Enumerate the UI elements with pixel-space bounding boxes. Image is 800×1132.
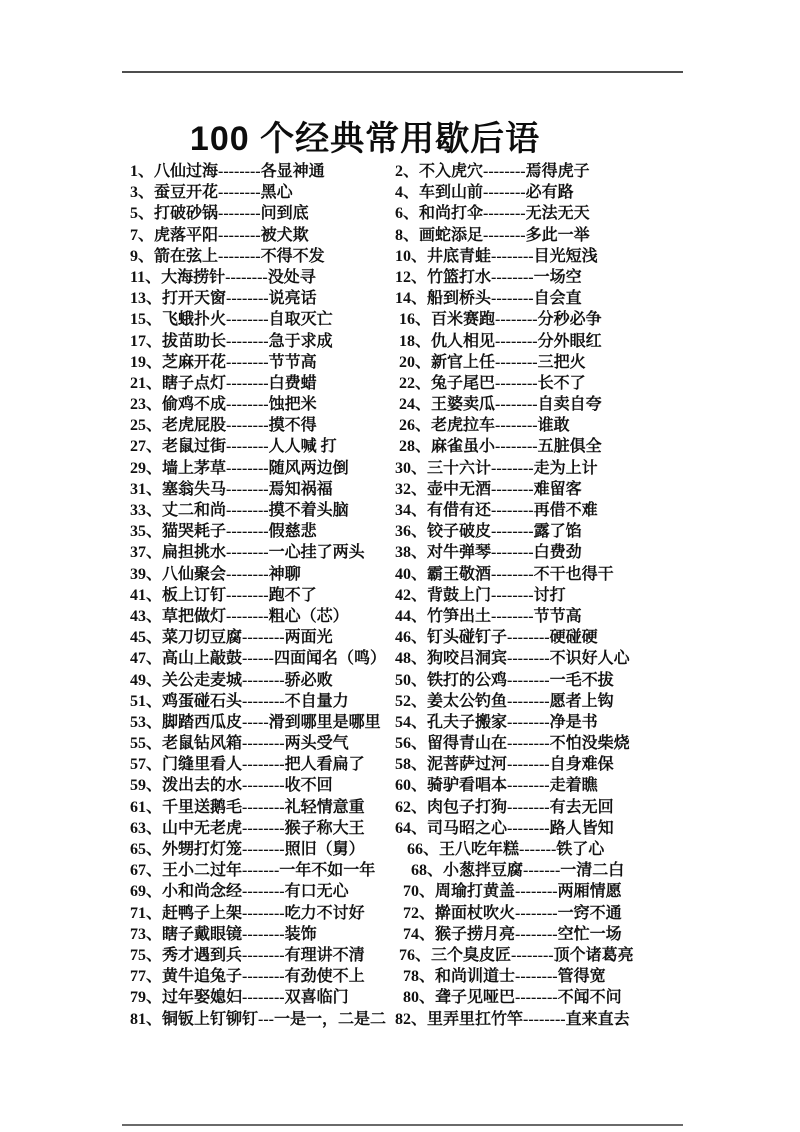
list-item: 78、和尚训道士--------管得宽 xyxy=(395,968,606,986)
list-item: 22、兔子尾巴--------长不了 xyxy=(395,374,586,392)
list-item: 74、猴子捞月亮--------空忙一场 xyxy=(395,925,622,943)
list-row xyxy=(130,161,686,182)
list-item: 37、扁担挑水--------一心挂了两头 xyxy=(130,544,365,562)
list-item: 1、八仙过海--------各显神通 xyxy=(130,163,325,180)
list-item: 46、钉头碰钉子--------硬碰硬 xyxy=(395,629,598,647)
list-row xyxy=(130,500,686,521)
list-item: 45、菜刀切豆腐--------两面光 xyxy=(130,629,333,647)
list-row xyxy=(130,839,686,860)
list-row xyxy=(130,924,686,945)
list-item: 72、擀面杖吹火--------一窍不通 xyxy=(395,904,622,922)
list-item: 65、外甥打灯笼--------照旧（舅） xyxy=(130,841,365,858)
list-item: 10、井底青蛙--------目光短浅 xyxy=(395,247,598,265)
list-row xyxy=(130,754,686,775)
list-row xyxy=(130,903,686,924)
list-row xyxy=(130,309,686,330)
list-item: 11、大海捞针--------没处寻 xyxy=(130,268,316,286)
list-item: 38、对牛弹琴--------白费劲 xyxy=(395,544,582,562)
list-item: 29、墙上茅草--------随风两边倒 xyxy=(130,459,349,477)
list-item: 52、姜太公钓鱼--------愿者上钩 xyxy=(395,692,614,710)
list-row xyxy=(130,373,686,394)
list-row xyxy=(130,479,686,500)
list-item: 28、麻雀虽小--------五脏俱全 xyxy=(395,438,602,456)
list-row xyxy=(130,331,686,352)
list-item: 47、高山上敲鼓------四面闻名（鸣） xyxy=(130,650,386,668)
list-item: 2、不入虎穴--------焉得虎子 xyxy=(395,163,590,180)
footer-rule xyxy=(122,1124,683,1126)
list-item: 23、偷鸡不成--------蚀把米 xyxy=(130,396,317,414)
list-item: 34、有借有还--------再借不难 xyxy=(395,502,598,519)
list-item: 58、泥菩萨过河--------自身难保 xyxy=(395,756,614,774)
list-item: 67、王小二过年-------一年不如一年 xyxy=(130,862,376,880)
list-item: 73、瞎子戴眼镜--------装饰 xyxy=(130,925,317,943)
list-row xyxy=(130,542,686,563)
list-item: 5、打破砂锅--------问到底 xyxy=(130,205,309,223)
list-item: 35、猫哭耗子--------假慈悲 xyxy=(130,523,317,541)
list-item: 69、小和尚念经--------有口无心 xyxy=(130,883,349,901)
list-item: 53、脚踏西瓜皮-----滑到哪里是哪里 xyxy=(130,713,381,731)
list-row xyxy=(130,881,686,902)
list-row xyxy=(130,394,686,415)
list-item: 82、里弄里扛竹竿--------直来直去 xyxy=(395,1010,630,1028)
list-item: 12、竹篮打水--------一场空 xyxy=(395,268,582,286)
list-item: 49、关公走麦城--------骄必败 xyxy=(130,671,333,689)
list-item: 7、虎落平阳--------被犬欺 xyxy=(130,226,309,244)
list-item: 15、飞蛾扑火--------自取灭亡 xyxy=(130,311,333,329)
list-item: 41、板上订钉--------跑不了 xyxy=(130,586,317,604)
list-item: 79、过年娶媳妇--------双喜临门 xyxy=(130,989,349,1007)
list-row xyxy=(130,521,686,542)
list-item: 59、泼出去的水--------收不回 xyxy=(130,777,333,795)
list-item: 20、新官上任--------三把火 xyxy=(395,353,586,371)
list-item: 21、瞎子点灯--------白费蜡 xyxy=(130,374,317,392)
list-item: 40、霸王敬酒--------不干也得干 xyxy=(395,565,614,583)
list-row xyxy=(130,436,686,457)
header-rule xyxy=(122,71,683,73)
list-row xyxy=(130,606,686,627)
list-item: 4、车到山前--------必有路 xyxy=(395,184,574,202)
list-item: 57、门缝里看人--------把人看扁了 xyxy=(130,756,365,774)
list-item: 60、骑驴看唱本--------走着瞧 xyxy=(395,777,598,795)
list-row xyxy=(130,225,686,246)
list-item: 66、王八吃年糕-------铁了心 xyxy=(395,841,605,858)
list-row xyxy=(130,585,686,606)
list-item: 16、百米赛跑--------分秒必争 xyxy=(395,311,602,329)
list-item: 75、秀才遇到兵--------有理讲不清 xyxy=(130,946,365,964)
list-item: 68、小葱拌豆腐-------一清二白 xyxy=(395,862,625,880)
list-row xyxy=(130,860,686,881)
list-item: 54、孔夫子搬家--------净是书 xyxy=(395,713,598,731)
list-row xyxy=(130,288,686,309)
list-item: 30、三十六计--------走为上计 xyxy=(395,459,598,477)
list-item: 8、画蛇添足--------多此一举 xyxy=(395,226,590,244)
list-item: 25、老虎屁股--------摸不得 xyxy=(130,417,317,435)
list-row xyxy=(130,203,686,224)
list-item: 33、丈二和尚--------摸不着头脑 xyxy=(130,502,349,519)
list-item: 17、拔苗助长--------急于求成 xyxy=(130,332,333,350)
list-item: 48、狗咬吕洞宾--------不识好人心 xyxy=(395,650,630,668)
list-item: 27、老鼠过街--------人人喊 打 xyxy=(130,438,337,456)
list-item: 44、竹笋出土--------节节高 xyxy=(395,607,582,625)
list-item: 3、蚕豆开花--------黑心 xyxy=(130,184,293,202)
list-item: 43、草把做灯--------粗心（芯） xyxy=(130,607,349,625)
list-row xyxy=(130,352,686,373)
list-row xyxy=(130,1009,686,1030)
list-row xyxy=(130,415,686,436)
list-item: 71、赶鸭子上架--------吃力不讨好 xyxy=(130,904,365,922)
list-row xyxy=(130,648,686,669)
list-row xyxy=(130,818,686,839)
list-item: 51、鸡蛋碰石头--------不自量力 xyxy=(130,692,349,710)
list-item: 32、壶中无酒--------难留客 xyxy=(395,480,582,498)
list-row xyxy=(130,564,686,585)
list-item: 56、留得青山在--------不怕没柴烧 xyxy=(395,735,630,753)
list-row xyxy=(130,267,686,288)
list-item: 24、王婆卖瓜--------自卖自夸 xyxy=(395,396,602,414)
list-row xyxy=(130,797,686,818)
list-item: 64、司马昭之心--------路人皆知 xyxy=(395,819,614,837)
list-item: 13、打开天窗--------说亮话 xyxy=(130,290,317,308)
xiehouyu-list xyxy=(130,161,686,1030)
list-row xyxy=(130,775,686,796)
list-row xyxy=(130,670,686,691)
list-item: 76、三个臭皮匠--------顶个诸葛亮 xyxy=(395,946,634,964)
list-item: 81、铜钣上钉铆钉---一是一，二是二 xyxy=(130,1010,386,1028)
list-item: 70、周瑜打黄盖--------两厢情愿 xyxy=(395,883,622,901)
page-title: 100 个经典常用歇后语 xyxy=(189,119,541,158)
list-item: 55、老鼠钻风箱--------两头受气 xyxy=(130,735,349,753)
list-item: 18、仇人相见--------分外眼红 xyxy=(395,332,602,350)
list-item: 77、黄牛追兔子--------有劲使不上 xyxy=(130,968,365,986)
list-item: 39、八仙聚会--------神聊 xyxy=(130,565,301,583)
list-item: 50、铁打的公鸡--------一毛不拔 xyxy=(395,671,614,689)
list-item: 6、和尚打伞--------无法无天 xyxy=(395,205,590,223)
list-row xyxy=(130,733,686,754)
list-row xyxy=(130,945,686,966)
list-row xyxy=(130,458,686,479)
list-item: 26、老虎拉车--------谁敢 xyxy=(395,417,570,435)
list-item: 36、铰子破皮--------露了馅 xyxy=(395,523,582,541)
list-item: 31、塞翁失马--------焉知祸福 xyxy=(130,480,333,498)
list-item: 9、箭在弦上--------不得不发 xyxy=(130,247,325,265)
list-item: 14、船到桥头--------自会直 xyxy=(395,290,582,308)
list-row xyxy=(130,246,686,267)
list-row xyxy=(130,627,686,648)
list-item: 19、芝麻开花--------节节高 xyxy=(130,353,317,371)
list-item: 62、肉包子打狗--------有去无回 xyxy=(395,798,614,816)
list-item: 42、背鼓上门--------讨打 xyxy=(395,586,566,604)
list-row xyxy=(130,712,686,733)
list-row xyxy=(130,182,686,203)
list-item: 80、聋子见哑巴--------不闻不问 xyxy=(395,989,622,1007)
list-row xyxy=(130,691,686,712)
list-item: 61、千里送鹅毛--------礼轻情意重 xyxy=(130,798,365,816)
list-item: 63、山中无老虎--------猴子称大王 xyxy=(130,819,365,837)
list-row xyxy=(130,966,686,987)
list-row xyxy=(130,987,686,1008)
